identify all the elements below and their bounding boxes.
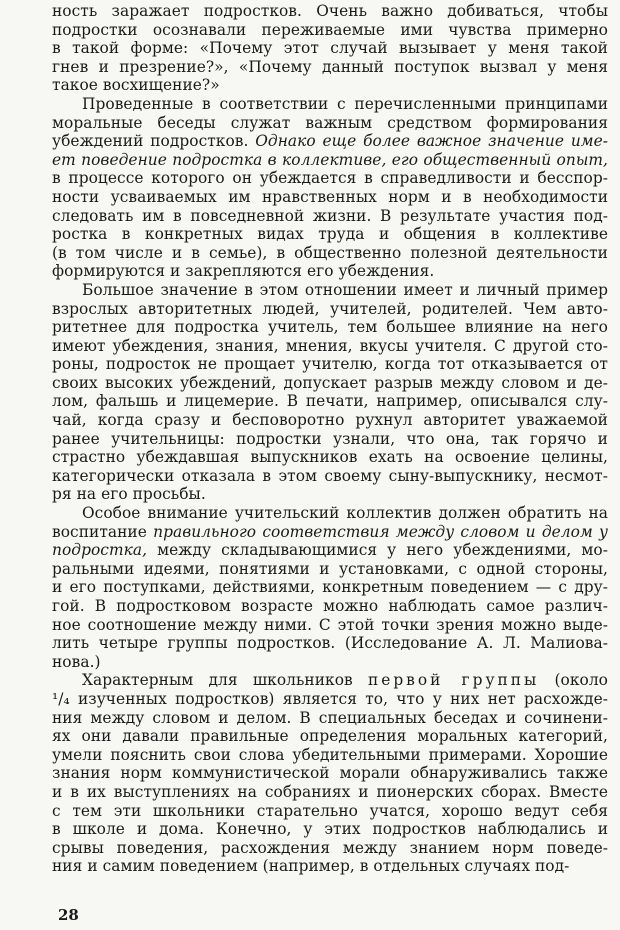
text-line [52,523,608,542]
text-segment: с тем эти школьники старательно учатся, хорошо ведут себя [52,801,608,820]
text-line [52,39,608,58]
text-segment: знания норм коммунистической морали обнаруживались также [52,764,608,783]
spaced-text: первой группы [367,671,540,690]
paragraph [52,2,608,95]
text-line [52,578,608,597]
text-line [52,2,608,21]
page-number: 28 [58,906,79,924]
text-line [52,634,608,653]
text-line [52,392,608,411]
text-segment: гнев и презрение?», «Почему данный поступок вызвал у меня [52,57,608,76]
text-line [52,95,608,114]
text-segment: в процессе которого он убеждается в справедливости и бесспор- [52,169,608,188]
text-line [52,337,608,356]
text-segment: ности усваиваемых им нравственных норм и в необходимости [52,187,608,206]
text-body [52,2,608,876]
text-segment: ях они давали правильные определения моральных категорий, [52,727,608,746]
text-line [52,225,608,244]
text-segment: убеждений подростков. [52,132,256,151]
paragraph [52,671,608,876]
italic-text: ет поведение подростка в коллективе, его общественный опыт, [52,150,608,169]
text-line [52,188,608,207]
paragraph [52,281,608,504]
text-line [52,281,608,300]
text-line [52,114,608,133]
text-segment: ранее учительницы: подростки узнали, что она, так горячо и [52,429,608,448]
text-segment: ния и самим поведением (например, в отдельных случаях под- [52,857,570,876]
italic-text: подростка, [52,541,148,560]
text-line [52,132,608,151]
text-line [52,783,608,802]
text-segment: своих высоких убеждений, допускает разрыв между словом и де- [52,373,608,392]
text-line [52,151,608,170]
text-segment: в школе и дома. Конечно, у этих подростков наблюдались и [52,820,608,839]
text-segment: ное соотношение между ними. С этой точки зрения можно выде- [52,615,608,634]
text-line [52,467,608,486]
text-line [52,374,608,393]
text-segment: (в том числе и в семье), в общественно полезной деятельности [52,243,608,262]
text-segment: категорически отказала в этом своему сыну-выпускнику, несмот- [52,466,608,485]
text-line [52,21,608,40]
text-segment: взрослых авторитетных людей, учителей, родителей. Чем авто- [52,299,608,318]
text-line [52,839,608,858]
italic-text: Однако еще более важное значение име- [255,132,609,151]
text-segment: Проведенные в соответствии с перечисленными принципами [82,94,608,113]
text-line [52,58,608,77]
text-segment: Характерным для школьников [82,671,368,690]
paragraph [52,95,608,281]
text-segment: такое восхищение?» [52,76,220,95]
text-segment: срывы поведения, расхождения между знанием норм поведе- [52,838,608,857]
text-line [52,355,608,374]
text-line [52,616,608,635]
text-line [52,485,608,504]
text-line [52,820,608,839]
text-segment: ря на его просьбы. [52,485,206,504]
text-line [52,504,608,523]
text-line [52,448,608,467]
text-segment: и его поступками, действиями, конкретным поведением — с дру- [52,578,608,597]
text-line [52,746,608,765]
text-segment: воспитание [52,522,154,541]
text-line [52,764,608,783]
text-segment: формируются и закрепляются его убеждения. [52,262,435,281]
text-line [52,857,608,876]
text-segment: ритетнее для подростка учитель, тем большее влияние на него [52,318,608,337]
text-segment: ральными идеями, понятиями и установками, с одной стороны, [52,559,608,578]
text-line [52,690,608,709]
text-segment: имеют убеждения, знания, мнения, вкусы учителя. С другой сто- [52,336,608,355]
text-segment: следовать им в повседневной жизни. В результате участия под- [52,206,608,225]
text-segment: роны, подросток не прощает учителю, когда тот отказывается от [52,355,608,374]
text-line [52,318,608,337]
text-line [52,411,608,430]
text-segment: страстно убеждавшая выпускников ехать на освоение целины, [52,448,608,467]
text-segment: Большое значение в этом отношении имеет и личный пример [82,280,608,299]
text-line [52,671,608,690]
text-segment: умели пояснить свои слова убедительными примерами. Хорошие [52,745,608,764]
text-segment: ность заражает подростков. Очень важно добиваться, чтобы [52,2,608,20]
text-segment: (около [539,671,608,690]
text-line [52,560,608,579]
text-line [52,653,608,672]
text-segment: лить четыре группы подростков. (Исследование А. Л. Малиова- [52,634,608,653]
text-line [52,76,608,95]
text-line [52,244,608,263]
text-segment: между складывающимися у него убеждениями, мо- [147,541,608,560]
text-line [52,709,608,728]
text-line [52,300,608,319]
text-segment: и в их выступлениях на собраниях и пионерских сборах. Вместе [52,782,608,801]
text-segment: ростка в конкретных видах труда и общения в коллективе [52,225,608,244]
text-segment: ния между словом и делом. В специальных беседах и сочинени- [52,708,608,727]
text-line [52,169,608,188]
text-segment: в такой форме: «Почему этот случай вызывает у меня такой [52,39,608,58]
paragraph [52,504,608,671]
text-line [52,541,608,560]
text-line [52,727,608,746]
text-segment: ¹/₄ изученных подростков) является то, что у них нет расхожде- [52,689,608,708]
text-line [52,207,608,226]
text-line [52,262,608,281]
text-segment: моральные беседы служат важным средством формирования [52,113,608,132]
italic-text: правильного соответствия между словом и делом у [153,522,608,541]
text-segment: гой. В подростковом возрасте можно наблюдать самое различ- [52,597,608,615]
text-line [52,430,608,449]
text-segment: Особое внимание учительский коллектив должен обратить на [82,504,608,523]
text-segment: чай, когда сразу и бесповоротно рухнул авторитет уважаемой [52,411,608,430]
text-segment: лом, фальшь и лицемерие. В печати, например, описывался слу- [52,392,608,411]
text-line [52,802,608,821]
text-segment: подростки осознавали переживаемые ими чувства примерно [52,20,608,39]
text-segment: нова.) [52,652,101,671]
text-line [52,597,608,616]
